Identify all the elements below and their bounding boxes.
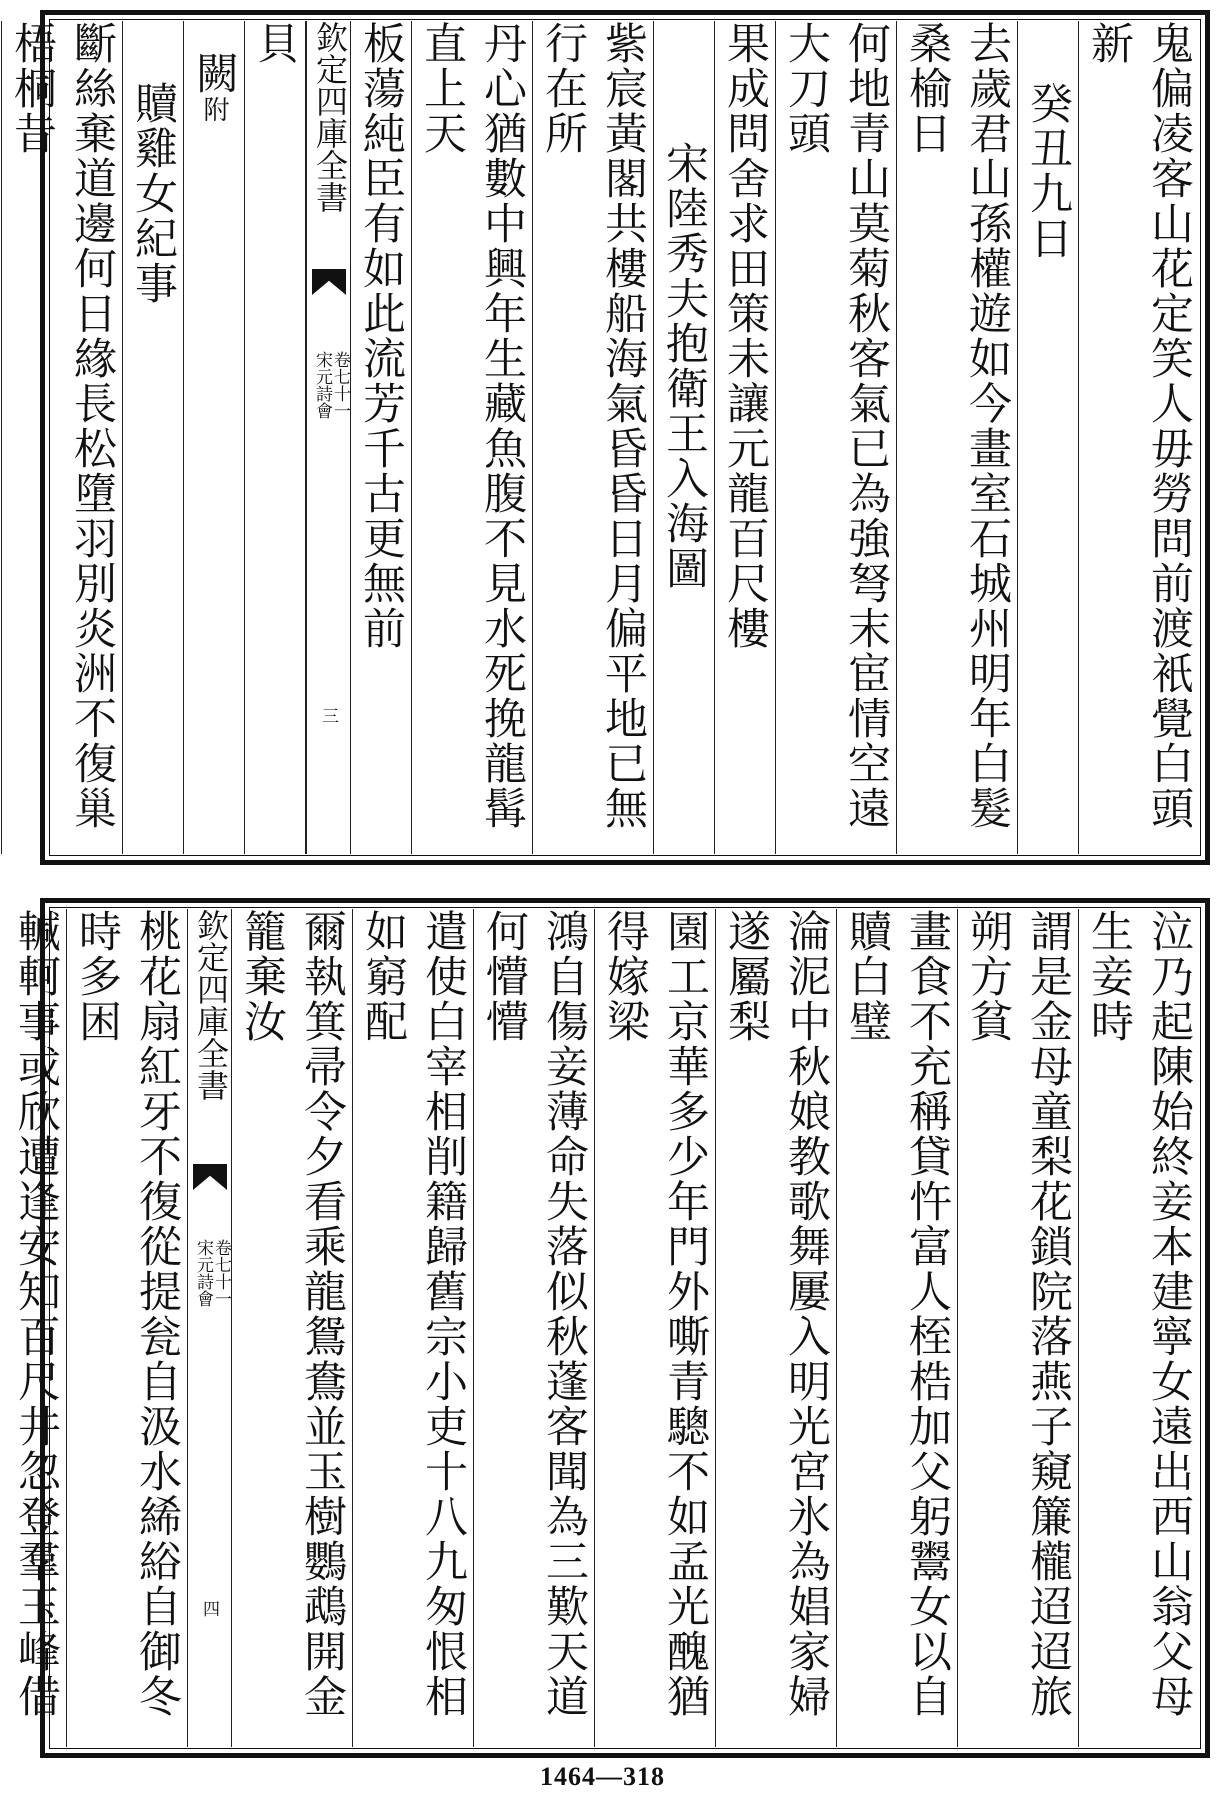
book-source: 宋元詩會 — [193, 1239, 213, 1307]
text-column: 輱軻事或欣遭逢安知百尺井忽登羣玉峰借 — [0, 909, 66, 1747]
author-name-line2: 闕 — [189, 51, 239, 96]
text-column: 何地青山莫菊秋客氣已為強弩末宦情空遠大刀頭 — [775, 21, 896, 854]
poem-title: 贖雞女紀事 — [122, 21, 183, 854]
library-title: 欽定四庫全書 — [192, 909, 230, 1101]
text-column: 遣使白宰相削籍歸舊宗小吏十八九匆恨相如窮配 — [352, 909, 473, 1747]
text-column: 園工京華多少年門外嘶青驄不如孟光醜猶得嫁梁 — [594, 909, 715, 1747]
library-title: 欽定四庫全書 — [311, 21, 349, 213]
top-page-frame — [7, 10, 1210, 865]
page-number: 四 — [199, 1600, 219, 1617]
author-name — [183, 21, 244, 854]
volume-label: 卷七十一 — [211, 1239, 231, 1307]
text-column: 淪泥中秋娘教歌舞屢入明光宮氷為娼家婦遂屬梨 — [715, 909, 836, 1747]
bottom-page-columns — [11, 909, 1199, 1747]
text-column: 謂是金母童梨花鎖院落燕子窺簾櫳迢迢旅朔方貧 — [957, 909, 1078, 1747]
text-column: 去歲君山孫權遊如今畫室石城州明年白髮桑榆日 — [896, 21, 1017, 854]
text-column: 癸丑九日 — [1017, 21, 1078, 854]
appended-note: 附 — [199, 96, 229, 122]
text-column: 紫宸黃閣共樓船海氣昏昏日月偏平地已無行在所 — [532, 21, 653, 854]
bottom-page-frame — [11, 898, 1210, 1758]
center-fold — [306, 21, 350, 854]
page-number: 三 — [318, 707, 338, 724]
text-column: 鬼偏凌客山花定笑人毋勞問前渡衹覺白頭新 — [1078, 21, 1199, 854]
book-source: 宋元詩會 — [312, 351, 332, 419]
author-name — [244, 21, 305, 854]
top-page-columns — [7, 21, 1199, 854]
text-column: 斷絲棄道邊何日緣長松墮羽別炎洲不復巢梧桐昔 — [1, 21, 122, 854]
text-column: 果成問舍求田策未讓元龍百尺樓 — [714, 21, 775, 854]
text-column: 畫食不充稱貸忤富人桎梏加父躬鬻女以自贖白璧 — [836, 909, 957, 1747]
text-column: 鴻自傷妾薄命失落似秋蓬客聞為三歎天道何懵懵 — [473, 909, 594, 1747]
text-column: 板蕩純臣有如此流芳千古更無前 — [350, 21, 411, 854]
volume-label: 卷七十一 — [330, 351, 350, 419]
author-name-line1: 貝 — [250, 21, 300, 66]
text-column: 爾執箕帚令夕看乘龍鴛鴦並玉樹鸚鵡開金籠棄汝 — [231, 909, 352, 1747]
text-column: 泣乃起陳始終妾本建寧女遠出西山翁父母生妾時 — [1078, 909, 1199, 1747]
text-column: 桃花扇紅牙不復從提瓮自汲水絺綌自御冬時多困 — [66, 909, 187, 1747]
poem-title: 宋陸秀夫抱衛王入海圖 — [653, 21, 714, 854]
catalog-number: 1464—318 — [540, 1762, 665, 1791]
text-column: 丹心猶數中興年生藏魚腹不見水死挽龍髯直上天 — [411, 21, 532, 854]
center-fold — [187, 909, 231, 1747]
